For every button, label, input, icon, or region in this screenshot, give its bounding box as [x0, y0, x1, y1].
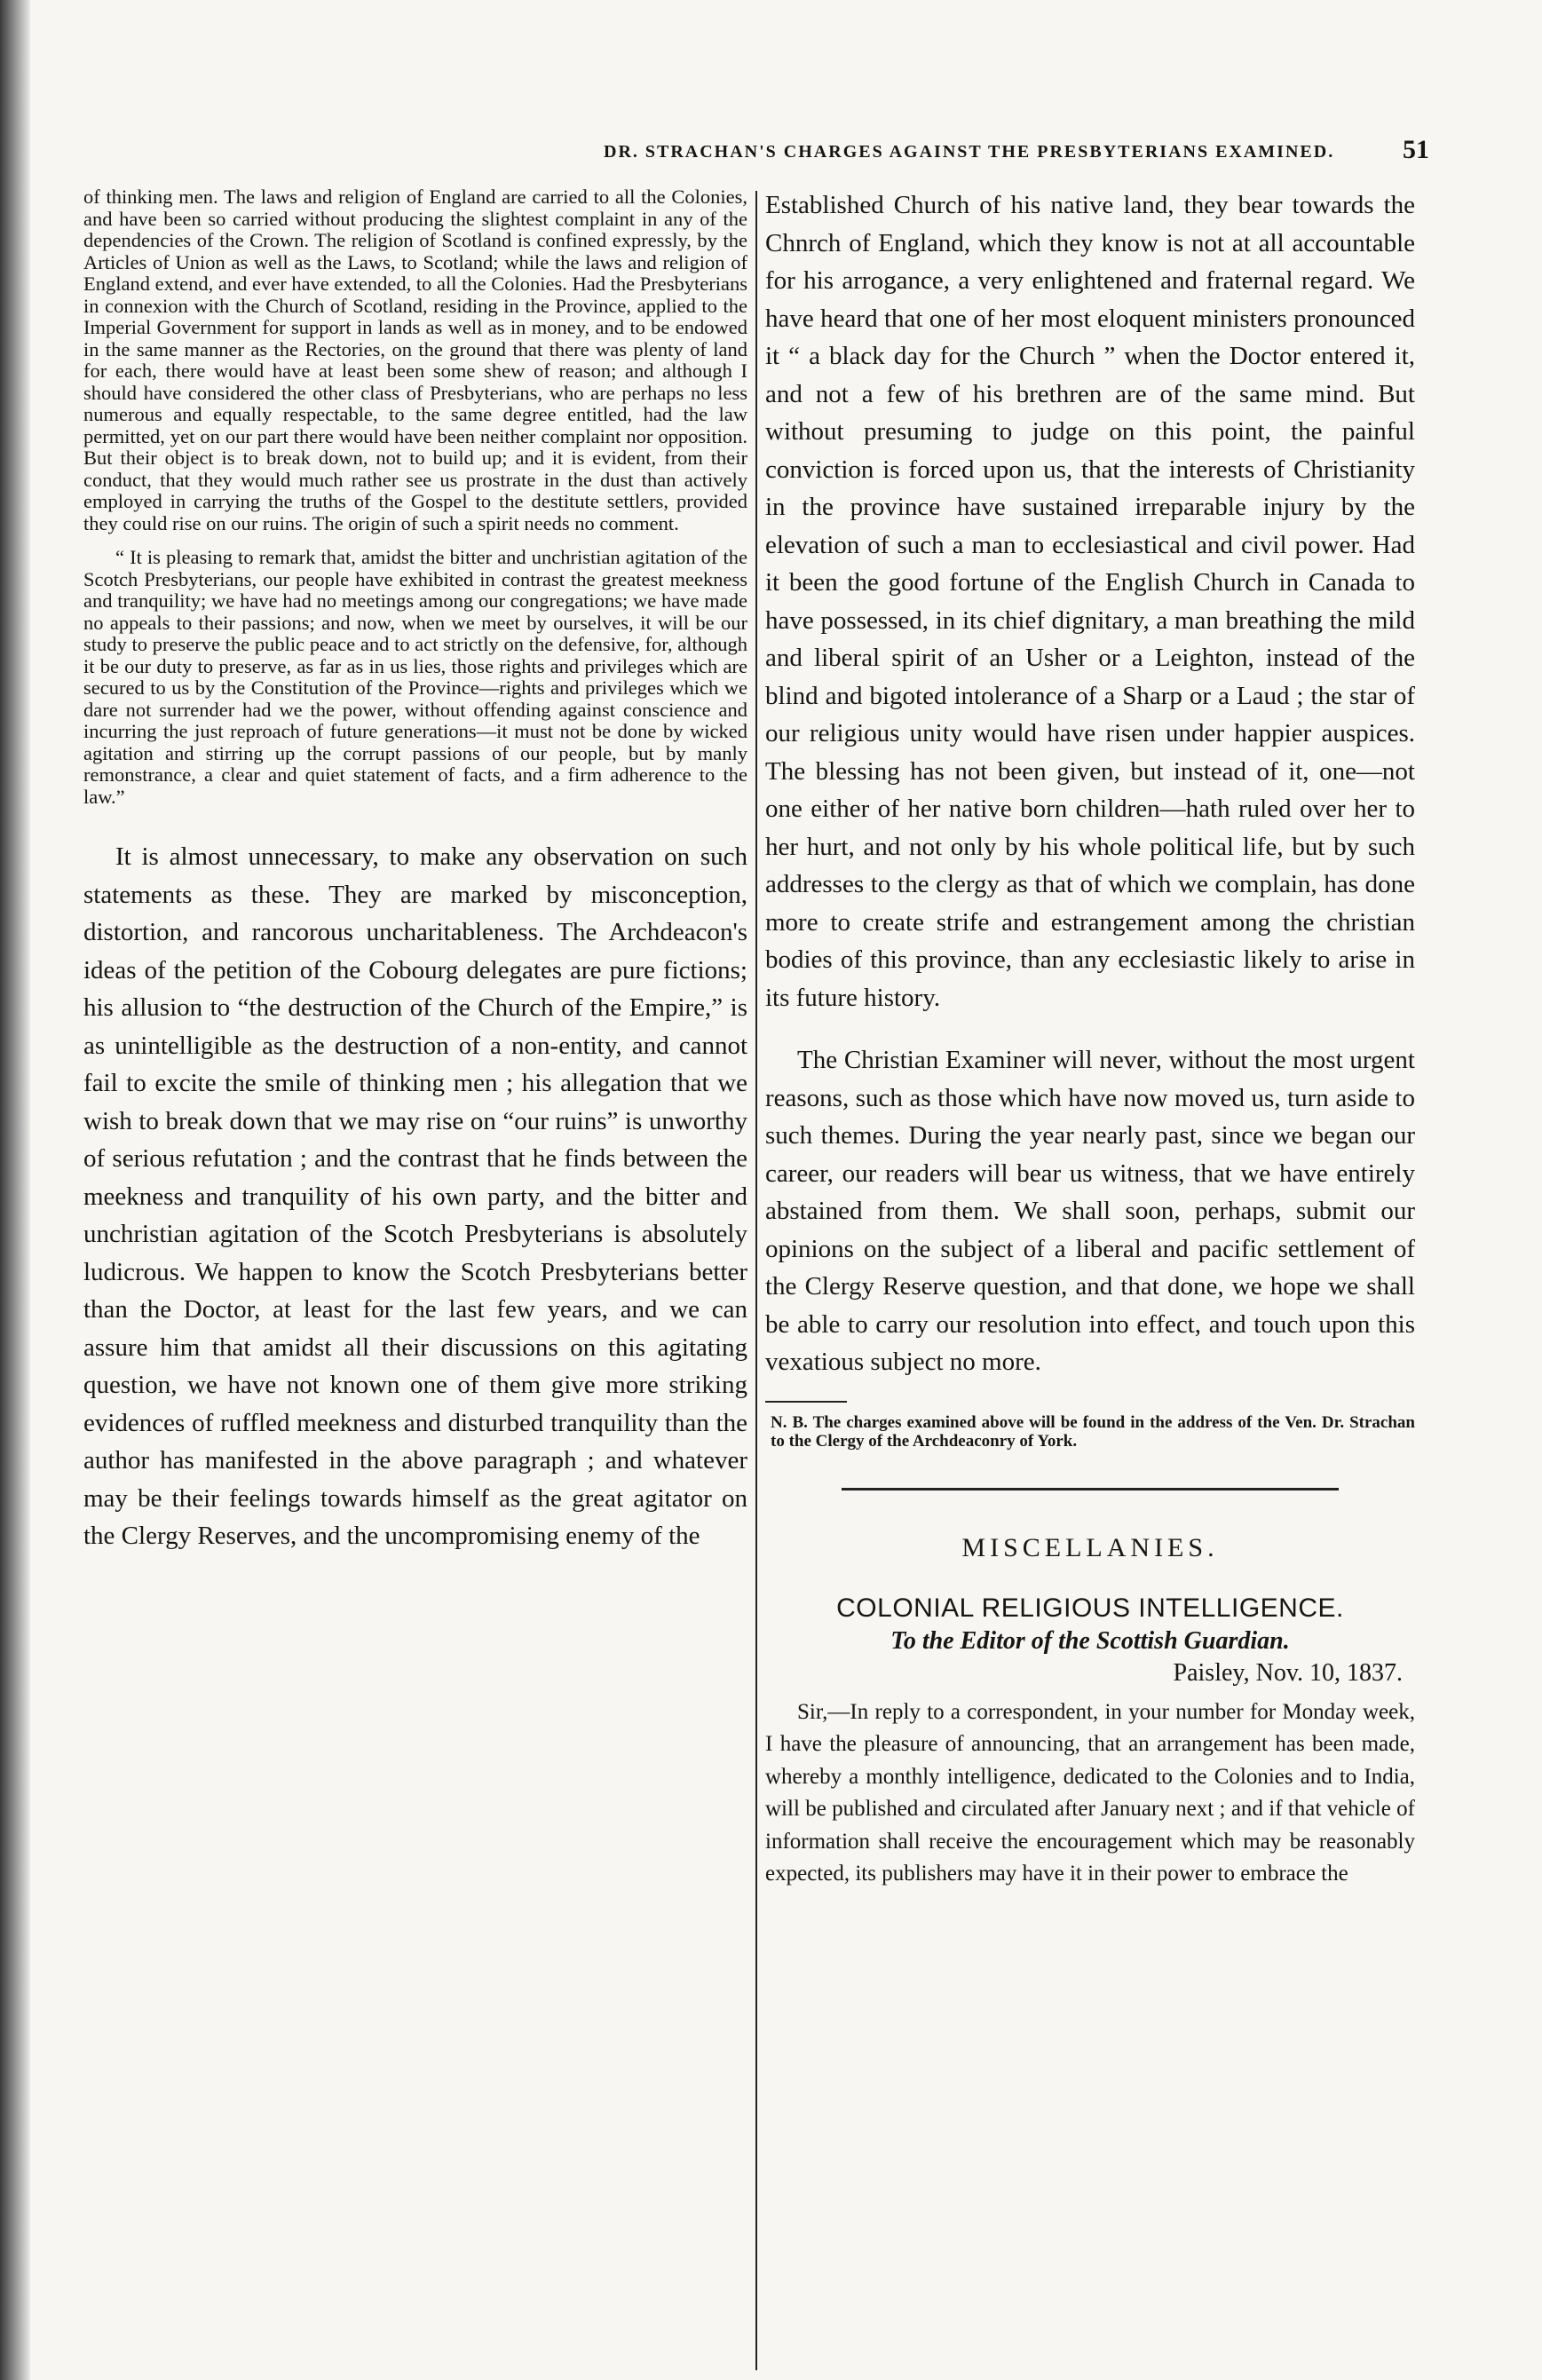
section-divider: [842, 1488, 1339, 1490]
section-heading: MISCELLANIES.: [961, 1532, 1219, 1562]
continuation-paragraph: Established Church of his native land, they bear towards the Chnrch of England, which they know is not at all accountable for his arrogance, a very enlightened and fraternal regard. We have heard that one of her most eloquent ministers pronounced it “ a black day for the Church ” when the Doctor entered it, and not a few of his brethren are of the same mind. But without presuming to judge on this point, the painful conviction is forced upon us, that the interests of Christianity in the province have sustained irreparable injury by the elevation of such a man to ecclesiastical and civil power. Had it been the good fortune of the English Church in Canada to have possessed, in its chief dignitary, a man breathing the mild and liberal spirit of an Usher or a Leighton, instead of the blind and bigoted intolerance of a Sharp or a Laud ; the star of our religious unity would have risen under happier auspices. The blessing has not been given, but instead of it, one—not one either of her native born children—hath ruled over her to her hurt, and not only by his whole political life, but by such addresses to the clergy as that of which we complain, has done more to create strife and estrangement among the christian bodies of this province, than any ecclesiastic likely to arise in its future history.: [765, 191, 1415, 1012]
left-column: [83, 186, 747, 1555]
quoted-paragraph-2: “ It is pleasing to remark that, amidst the bitter and unchristian agitation of the Scotch Presbyterians, our people have exhibited in contrast the greatest meekness and tranquility; we have had no meetings among our congregations; we have made no appeals to their passions; and now, when we meet by ourselves, it will be our study to preserve the public peace and to act strictly on the defensive, for, although it be our duty to preserve, as far as in us lies, those rights and privileges which are secured to us by the Constitution of the Province—rights and privileges which we dare not surrender had we the power, without offending against conscience and incurring the just reproach of future generations—it must not be done by wicked agitation and stirring up the corrupt passions of our people, but by manly remonstrance, a clear and quiet statement of facts, and a firm adherence to the law.”: [83, 546, 747, 808]
letter-body: Sir,—In reply to a correspondent, in your number for Monday week, I have the pleasure of announcing, that an arrangement has been made, whereby a monthly intelligence, dedicated to the Colonies and to India, will be published and circulated after January next ; and if that vehicle of information shall receive the encouragement which may be reasonably expected, its publishers may have it in their power to embrace the: [765, 1699, 1415, 1886]
letter-dateline: Paisley, Nov. 10, 1837.: [1173, 1658, 1403, 1687]
letter-dedication: To the Editor of the Scottish Guardian.: [890, 1626, 1290, 1655]
right-column: [765, 186, 1415, 1891]
page-binding-edge: [0, 0, 30, 2380]
commentary-paragraph: It is almost unnecessary, to make any observation on such statements as these. They are marked by misconception, distortion, and rancorous uncharitableness. The Archdeacon's ideas of the petition of the Cobourg delegates are pure fictions; his allusion to “the destruction of the Church of the Empire,” is as unintelligible as the destruction of a non-entity, and cannot fail to excite the smile of thinking men ; his allegation that we wish to break down that we may rise on “our ruins” is unworthy of serious refutation ; and the contrast that he finds between the meekness and tranquility of his own party, and the bitter and unchristian agitation of the Scotch Presbyterians is absolutely ludicrous. We happen to know the Scotch Presbyterians better than the Doctor, at least for the last few years, and we can assure him that amidst all their discussions on this agitating question, we have not known one of them give more striking evidences of ruffled meekness and disturbed tranquility than the author has manifested in the above paragraph ; and whatever may be their feelings towards himself as the great agitator on the Clergy Reserves, and the uncompromising enemy of the: [83, 842, 747, 1550]
running-head-title: DR. STRACHAN'S CHARGES AGAINST THE PRESBYTERIANS EXAMINED.: [604, 142, 1335, 162]
article-heading: COLONIAL RELIGIOUS INTELLIGENCE.: [836, 1593, 1344, 1623]
running-head: [133, 135, 1447, 170]
page-number: 51: [1403, 135, 1429, 164]
closing-paragraph: The Christian Examiner will never, without the most urgent reasons, such as those which have now moved us, turn aside to such themes. During the year nearly past, since we began our career, our readers will bear us witness, that we have entirely abstained from them. We shall soon, perhaps, submit our opinions on the subject of a liberal and pacific settlement of the Clergy Reserve question, and that done, we hope we shall be able to carry our resolution into effect, and touch upon this vexatious subject no more.: [765, 1046, 1415, 1376]
footnote: N. B. The charges examined above will be found in the address of the Ven. Dr. Strachan to the Clergy of the Archdeaconry of York.: [771, 1412, 1415, 1451]
column-divider: [755, 191, 757, 2370]
quoted-paragraph-1: of thinking men. The laws and religion of England are carried to all the Colonies, and have been so carried without producing the slightest complaint in any of the dependencies of the Crown. The religion of Scotland is confined expressly, by the Articles of Union as well as the Laws, to Scotland; while the laws and religion of England extend, and ever have extended, to all the Colonies. Had the Presbyterians in connexion with the Church of Scotland, residing in the Province, applied to the Imperial Government for support in lands as well as in money, and to be endowed in the same manner as the Rectories, on the ground that there was plenty of land for each, there would have at least been some shew of reason; and although I should have considered the other class of Presbyterians, who are perhaps no less numerous and equally respectable, to the same degree entitled, had the law permitted, yet on our part there would have been neither complaint nor opposition. But their object is to break down, not to build up; and it is evident, from their conduct, that they would much rather see us prostrate in the dust than actively employed in carrying the truths of the Gospel to the destitute settlers, provided they could rise on our ruins. The origin of such a spirit needs no comment.: [83, 186, 747, 534]
note-rule: [765, 1401, 847, 1403]
